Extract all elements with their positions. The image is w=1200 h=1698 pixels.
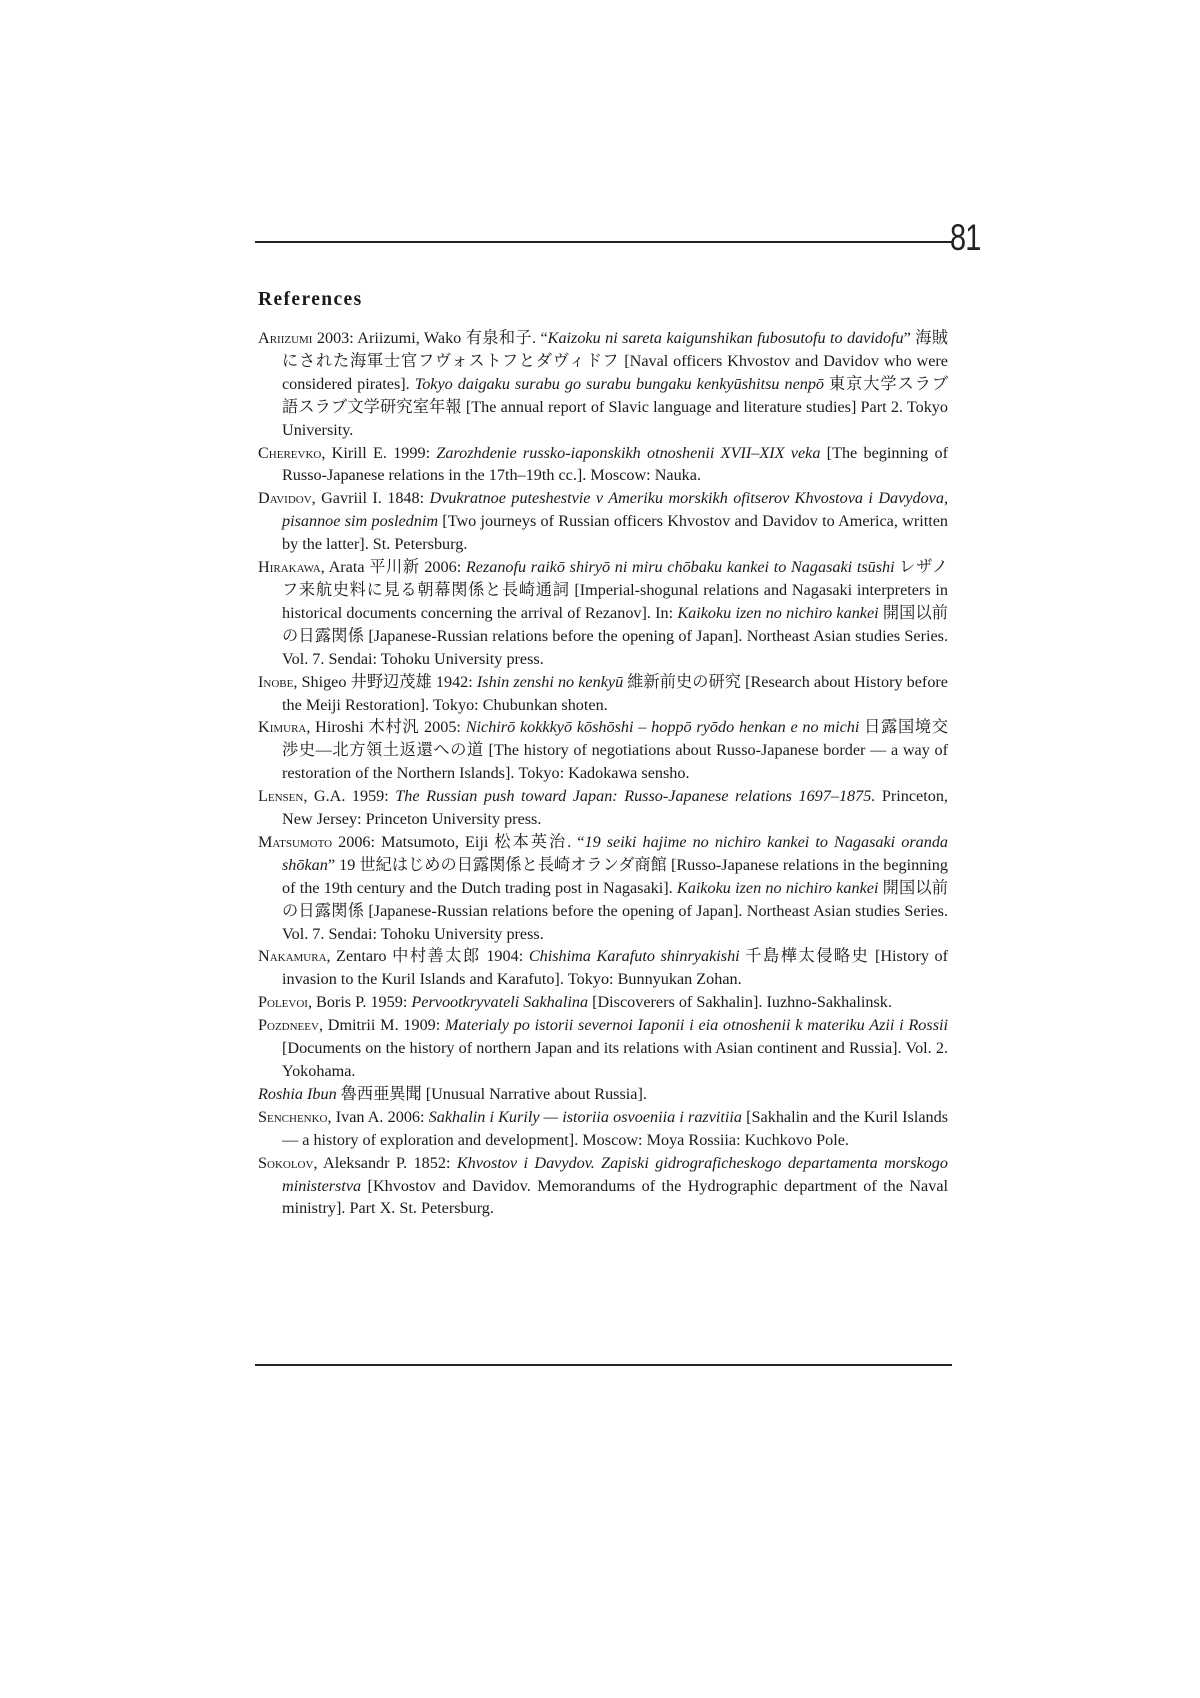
section-heading: References [258, 289, 363, 310]
reference-text: , Zentaro 中村善太郎 1904: [326, 947, 529, 966]
reference-text: 2006: Matsumoto, Eiji 松本英治. “ [332, 832, 585, 851]
reference-entry [258, 671, 948, 717]
reference-title: Ishin zenshi no kenkyū [476, 672, 624, 691]
reference-author: Lensen [258, 787, 304, 806]
reference-entry [258, 327, 948, 442]
reference-title: Materialy po istorii severnoi Iaponii i eia otnoshenii k materiku Azii i Rossii [445, 1016, 948, 1035]
reference-title: Dvukratnoe puteshestvie v Ameriku morskikh ofitserov Khvostova i Davydova, pisannoe sim poslednim [282, 489, 948, 531]
reference-author: Ariizumi [258, 329, 313, 347]
reference-title: Nichirō kokkkyō kōshōshi – hoppō ryōdo henkan e no michi [465, 718, 860, 737]
page-number: 81 [950, 217, 981, 258]
reference-entry [258, 1083, 948, 1106]
reference-text: 魯西亜異聞 [Unusual Narrative about Russia]. [336, 1084, 647, 1103]
reference-entry [258, 1106, 948, 1152]
reference-text: 2003: Ariizumi, Wako 有泉和子. “ [312, 329, 548, 347]
reference-entry [258, 785, 948, 831]
reference-text: ” 海賊にされた海軍士官フヴォストフとダヴィドフ [Naval officers Khvostov and Davidov who were considered pirates]. [282, 329, 949, 393]
reference-author: Matsumoto [258, 832, 333, 851]
reference-text: 東京大学スラブ語スラブ文学研究室年報 [The annual report of Slavic language and literature studies] Part 2. Tokyo University. [282, 374, 949, 439]
reference-text: , G.A. 1959: [303, 787, 396, 806]
reference-entry [258, 1014, 948, 1083]
reference-text: [Sakhalin and the Kuril Islands — a history of exploration and development]. Moscow: Moya Rossiia: Kuchkovo Pole. [282, 1107, 949, 1149]
reference-title: The Russian push toward Japan: Russo-Japanese relations 1697–1875. [395, 787, 876, 806]
reference-author: Polevoi [258, 993, 308, 1012]
reference-text: レザノフ来航史料に見る朝幕関係と長崎通詞 [Imperial-shogunal relations and Nagasaki interpreters in historical documents concerning the arrival of Rezanov]. In: [282, 558, 948, 622]
reference-text: [The beginning of Russo-Japanese relations in the 17th–19th cc.]. Moscow: Nauka. [282, 443, 948, 485]
reference-text: 維新前史の研究 [Research about History before the Meiji Restoration]. Tokyo: Chubunkan shoten. [282, 672, 948, 714]
reference-author: Hirakawa [258, 558, 321, 577]
footer-rule [255, 1364, 952, 1366]
reference-text: 日露国境交渉史—北方領土返還への道 [The history of negotiations about Russo-Japanese border — a way of restoration of the Northern Islands]. Tokyo: Kadokawa sensho. [282, 718, 949, 783]
reference-title: Pervootkryvateli Sakhalina [411, 993, 589, 1012]
reference-text: , Gavriil I. 1848: [311, 489, 430, 508]
reference-title: Kaizoku ni sareta kaigunshikan fubosutofu to davidofu [547, 329, 904, 347]
reference-entry [258, 716, 948, 785]
reference-text: Princeton, New Jersey: Princeton University press. [282, 787, 948, 829]
reference-title: Zarozhdenie russko-iaponskikh otnoshenii XVII–XIX veka [436, 443, 821, 462]
reference-entry [258, 1152, 948, 1221]
reference-entry [258, 945, 948, 991]
reference-title: Roshia Ibun [258, 1084, 337, 1103]
reference-title: Khvostov i Davydov. Zapiski gidrograficheskogo departamenta morskogo ministerstva [282, 1153, 948, 1195]
reference-entry [258, 831, 948, 946]
header-rule [255, 241, 952, 243]
reference-author: Davidov [258, 489, 312, 508]
reference-text: , Shigeo 井野辺茂雄 1942: [293, 672, 477, 691]
reference-title: 19 seiki hajime no nichiro kankei to Nagasaki oranda shōkan [282, 832, 949, 874]
reference-title: Kaikoku izen no nichiro kankei [676, 878, 879, 897]
reference-text: ” 19 世紀はじめの日露関係と長崎オランダ商館 [Russo-Japanese relations in the beginning of the 19th century and the Dutch trading post in Nagasaki]. [282, 855, 948, 897]
reference-author: Kimura [258, 718, 307, 737]
reference-title: Tokyo daigaku surabu go surabu bungaku kenkyūshitsu nenpō [414, 374, 825, 393]
reference-author: Sokolov [258, 1153, 314, 1172]
reference-author: Nakamura [258, 947, 327, 966]
reference-title: Chishima Karafuto shinryakishi [528, 947, 740, 966]
reference-entry [258, 487, 948, 556]
reference-entry [258, 991, 948, 1014]
reference-text: [Discoverers of Sakhalin]. Iuzhno-Sakhalinsk. [588, 993, 892, 1012]
reference-text: , Hiroshi 木村汎 2005: [306, 718, 466, 737]
reference-text: 開国以前の日露関係 [Japanese-Russian relations before the opening of Japan]. Northeast Asian studies Series. Vol. 7. Sendai: Tohoku University press. [282, 603, 948, 668]
reference-text: 開国以前の日露関係 [Japanese-Russian relations before the opening of Japan]. Northeast Asian studies Series. Vol. 7. Sendai: Tohoku University press. [282, 878, 948, 943]
reference-author: Senchenko [258, 1107, 328, 1126]
reference-author: Cherevko [258, 443, 322, 462]
reference-entry [258, 442, 948, 488]
reference-text: 千島樺太侵略史 [History of invasion to the Kuril Islands and Karafuto]. Tokyo: Bunnyukan Zohan. [282, 947, 949, 989]
reference-list [258, 327, 948, 1220]
reference-text: , Boris P. 1959: [307, 993, 412, 1012]
reference-text: , Aleksandr P. 1852: [313, 1153, 457, 1172]
reference-text: [Documents on the history of northern Japan and its relations with Asian continent and Russia]. Vol. 2. Yokohama. [282, 1039, 948, 1080]
reference-title: Rezanofu raikō shiryō ni miru chōbaku kankei to Nagasaki tsūshi [465, 558, 895, 577]
reference-text: [Khvostov and Davidov. Memorandums of the Hydrographic department of the Naval ministry]. Part X. St. Petersburg. [282, 1176, 948, 1218]
reference-text: , Arata 平川新 2006: [320, 558, 466, 577]
reference-text: [Two journeys of Russian officers Khvostov and Davidov to America, written by the latter]. St. Petersburg. [282, 512, 948, 554]
reference-title: Sakhalin i Kurily — istoriia osvoeniia i razvitiia [428, 1107, 742, 1126]
reference-text: , Dmitrii M. 1909: [318, 1016, 446, 1035]
reference-text: , Kirill E. 1999: [321, 443, 437, 462]
reference-author: Inobe [258, 672, 294, 691]
reference-title: Kaikoku izen no nichiro kankei [677, 603, 879, 622]
reference-text: , Ivan A. 2006: [327, 1107, 429, 1126]
reference-entry [258, 556, 948, 671]
reference-author: Pozdneev [258, 1016, 319, 1035]
